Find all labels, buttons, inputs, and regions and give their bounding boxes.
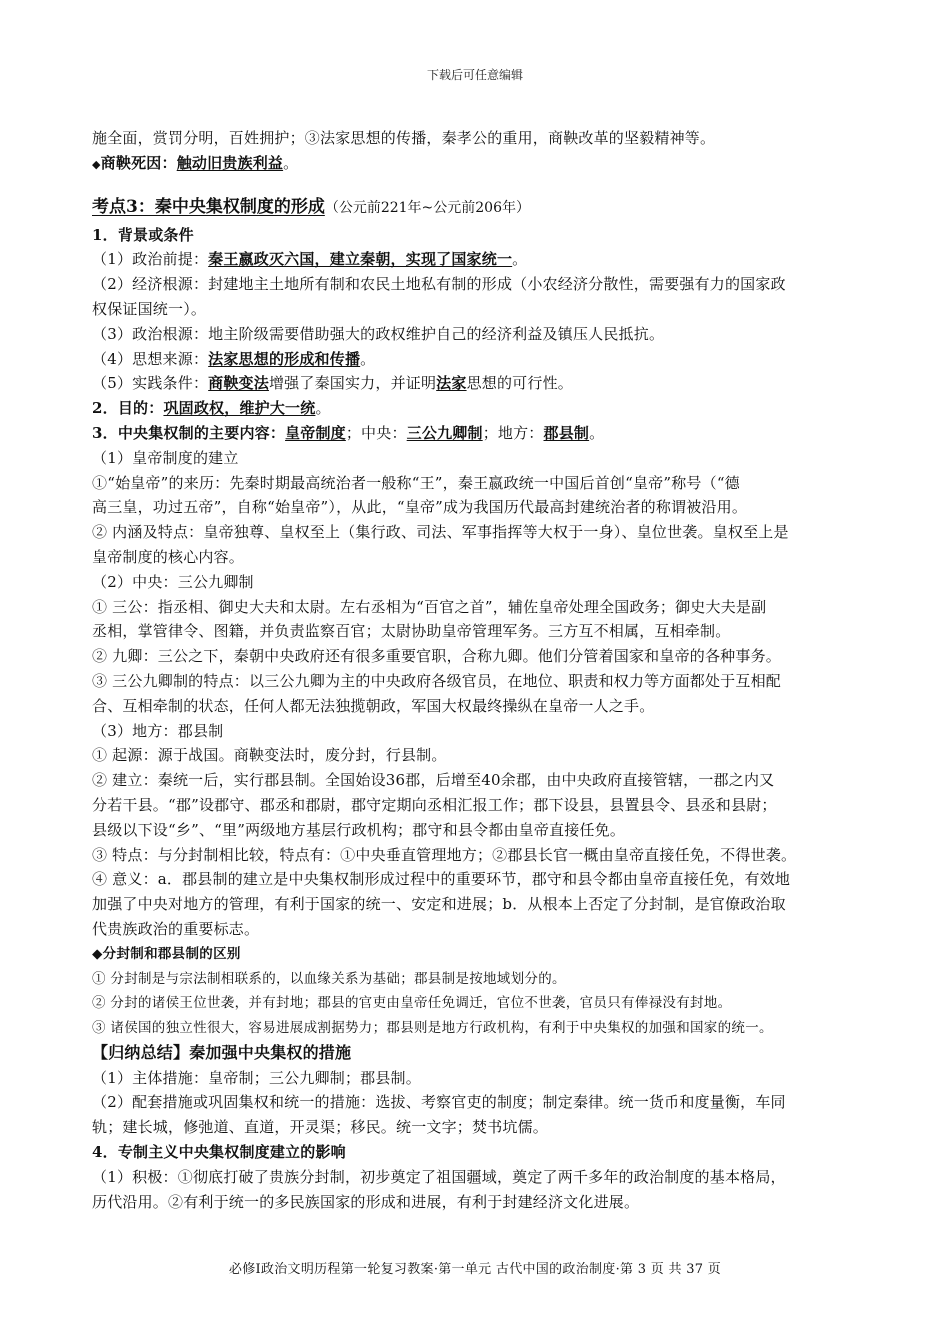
key-term: 触动旧贵族利益 <box>176 153 284 172</box>
text: ；地方： <box>482 423 544 442</box>
text-line: ③ 三公九卿制的特点：以三公九卿为主的中央政府各级官员，在地位、职责和权力等方面都处于互相配 <box>92 671 781 690</box>
text-line: 丞相，掌管律令、图籍，并负责监察百官；太尉协助皇帝管理军务。三方互不相属，互相牵制。 <box>92 622 731 641</box>
key-term: 法家 <box>436 374 467 393</box>
text-line: （2）中央：三公九卿制 <box>92 572 254 591</box>
text-line: ② 内涵及特点：皇帝独尊、皇权至上（集行政、司法、军事指挥等大权于一身）、皇位世袭。皇权至上是 <box>92 523 789 542</box>
page-header: 下载后可任意编辑 <box>426 68 523 82</box>
text-line: ① 起源：源于战国。商鞅变法时，废分封，行县制。 <box>92 746 447 765</box>
text-line: ①“始皇帝”的来历：先秦时期最高统治者一般称“王”，秦王嬴政统一中国后首创“皇帝”称号（“德 <box>92 473 740 492</box>
text-line: ① 三公：指丞相、御史大夫和太尉。左右丞相为“百官之首”，辅佐皇帝处理全国政务；御史大夫是副 <box>92 597 767 616</box>
key-term: 巩固政权，维护大一统 <box>163 399 316 418</box>
text-line <box>92 421 862 446</box>
text-line: （1）主体措施：皇帝制；三公九卿制；郡县制。 <box>92 1068 421 1087</box>
text-line: 轨；建长城，修弛道、直道，开灵渠；移民。统一文字；焚书坑儒。 <box>92 1118 549 1137</box>
summary-heading: 【归纳总结】秦加强中央集权的措施 <box>92 1042 352 1062</box>
label: 2．目的： <box>92 399 164 418</box>
text-line: ④ 意义：a．郡县制的建立是中央集权制形成过程中的重要环节，郡守和县令都由皇帝直接任免，有效地 <box>92 870 791 889</box>
text-line: （2）经济根源：封建地主土地所有制和农民土地私有制的形成（小农经济分散性，需要强有力的国家政 <box>92 275 786 294</box>
text-line: （3）政治根源：地主阶级需要借助强大的政权维护自己的经济利益及镇压人民抵抗。 <box>92 324 665 343</box>
label: 商鞅死因： <box>100 153 177 172</box>
text-line: （2）配套措施或巩固集权和统一的措施：选拔、考察官吏的制度；制定秦律。统一货币和度量衡，车同 <box>92 1093 786 1112</box>
text-line: 加强了中央对地方的管理，有利于国家的统一、安定和进展；b．从根本上否定了分封制，是官僚政治取 <box>92 895 786 914</box>
text-line: （3）地方：郡县制 <box>92 721 224 740</box>
key-term: 秦王嬴政灭六国，建立秦朝，实现了国家统一 <box>208 250 513 269</box>
text-line: ② 分封的诸侯王位世袭，并有封地；郡县的官吏由皇帝任免调迁，官位不世袭，官员只有俸禄没有封地。 <box>92 995 732 1012</box>
text-line <box>92 371 862 396</box>
text-line: ② 建立：秦统一后，实行郡县制。全国始设36郡，后增至40余郡，由中央政府直接管辖，一郡之内又 <box>92 771 775 790</box>
text-line: 代贵族政治的重要标志。 <box>92 919 260 938</box>
text: 思想的可行性。 <box>466 374 573 393</box>
punct: 。 <box>589 423 605 442</box>
key-term: 郡县制 <box>543 423 590 442</box>
text-line: 合、互相牵制的状态，任何人都无法独揽朝政，军国大权最终操纵在皇帝一人之手。 <box>92 696 655 715</box>
text-line: 历代沿用。②有利于统一的多民族国家的形成和进展，有利于封建经济文化进展。 <box>92 1192 640 1211</box>
document-body <box>92 126 862 1214</box>
subheading: ◆分封制和郡县制的区别 <box>92 945 241 962</box>
punct: 。 <box>512 250 528 269</box>
text-line: ③ 特点：与分封制相比较，特点有：①中央垂直管理地方；②郡县长官一概由皇帝直接任免，不得世袭。 <box>92 845 797 864</box>
key-term: 三公九卿制 <box>406 423 483 442</box>
label: （4）思想来源： <box>92 349 209 368</box>
text-line: 高三皇，功过五帝”，自称“始皇帝”），从此，“皇帝”成为我国历代最高封建统治者的称谓被沿用。 <box>92 498 748 517</box>
key-term: 商鞅变法 <box>208 374 269 393</box>
text-line: 权保证国统一）。 <box>92 299 207 318</box>
label: （5）实践条件： <box>92 374 209 393</box>
text-line: 分若干县。“郡”设郡守、郡丞和郡尉，郡守定期向丞相汇报工作；郡下设县，县置县令、县丞和县尉； <box>92 795 777 814</box>
text-line: （1）皇帝制度的建立 <box>92 448 239 467</box>
text-line <box>92 396 862 421</box>
subheading: 4．专制主义中央集权制度建立的影响 <box>92 1143 346 1162</box>
label: 3．中央集权制的主要内容： <box>92 423 286 442</box>
diamond-bullet-icon: ◆ <box>92 157 101 171</box>
page-footer: 必修Ⅰ政治文明历程第一轮复习教案·第一单元 古代中国的政治制度·第 3 页 共 37 页 <box>228 1262 722 1277</box>
section-title <box>92 192 862 223</box>
text-line <box>92 247 862 272</box>
text-line: 皇帝制度的核心内容。 <box>92 547 245 566</box>
punct: 。 <box>315 399 331 418</box>
punct: 。 <box>360 349 376 368</box>
key-term: 法家思想的形成和传播 <box>208 349 361 368</box>
text-line <box>92 347 862 372</box>
text: ；中央： <box>345 423 407 442</box>
subheading: 1．背景或条件 <box>92 225 194 244</box>
punct: 。 <box>283 153 299 172</box>
text-line: ① 分封制是与宗法制相联系的，以血缘关系为基础；郡县制是按地域划分的。 <box>92 970 566 987</box>
text-line: ② 九卿：三公之下，秦朝中央政府还有很多重要官职，合称九卿。他们分管着国家和皇帝的各种事务。 <box>92 647 781 666</box>
text: 增强了秦国实力，并证明 <box>268 374 437 393</box>
label: （1）政治前提： <box>92 250 209 269</box>
text-line: 县级以下设“乡”、“里”两级地方基层行政机构；郡守和县令都由皇帝直接任免。 <box>92 820 626 839</box>
text-line: 施全面，赏罚分明，百姓拥护；③法家思想的传播，秦孝公的重用，商鞅改革的坚毅精神等。 <box>92 129 716 147</box>
text-line <box>92 151 862 178</box>
section-title-text: 考点3：秦中央集权制度的形成 <box>92 196 325 217</box>
key-term: 皇帝制度 <box>285 423 346 442</box>
section-title-note: （公元前221年~公元前206年） <box>324 199 531 216</box>
text-line: （1）积极：①彻底打破了贵族分封制，初步奠定了祖国疆域，奠定了两千多年的政治制度的基本格局， <box>92 1167 786 1186</box>
text-line: ③ 诸侯国的独立性很大，容易进展成割据势力；郡县则是地方行政机构，有利于中央集权的加强和国家的统一。 <box>92 1020 773 1037</box>
